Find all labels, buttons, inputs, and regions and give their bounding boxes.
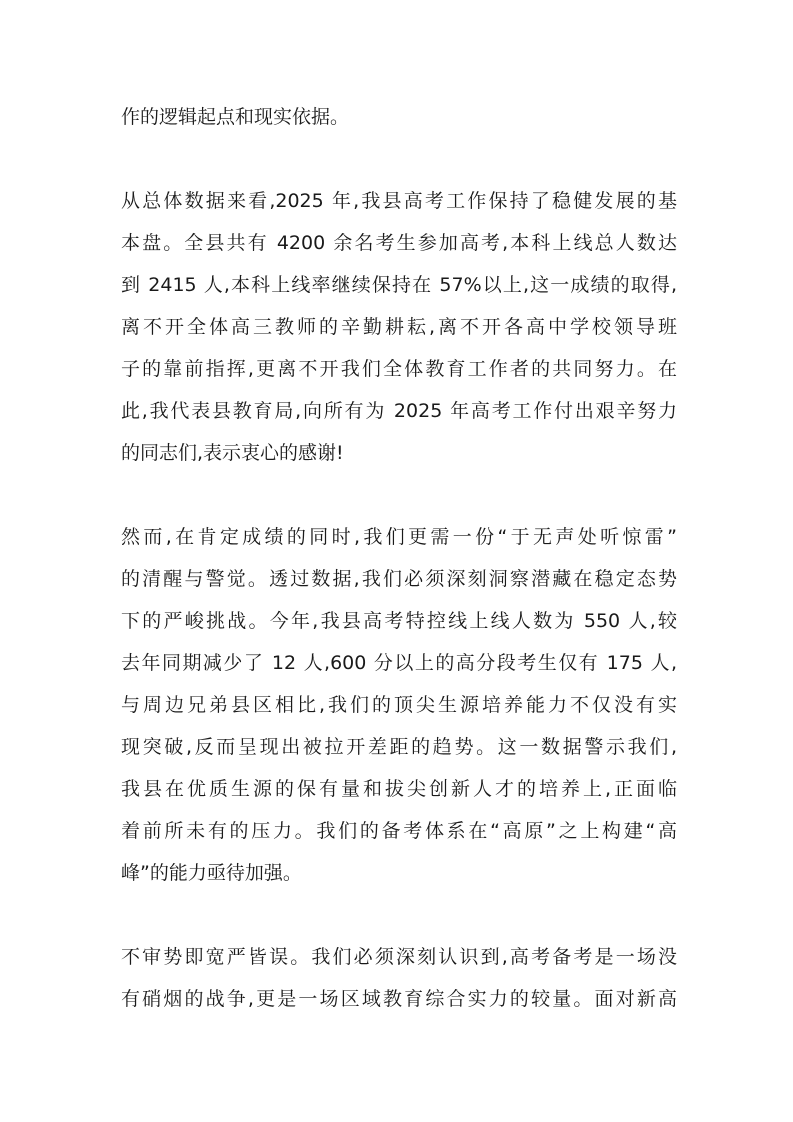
text-line: 此,我代表县教育局,向所有为 2025 年高考工作付出艰辛努力 xyxy=(121,400,677,422)
text-line: 有硝烟的战争,更是一场区域教育综合实力的较量。面对新高 xyxy=(121,988,677,1010)
text-line: 下的严峻挑战。今年,我县高考特控线上线人数为 550 人,较 xyxy=(121,610,677,632)
text-line: 然而,在肯定成绩的同时,我们更需一份“于无声处听惊雷” xyxy=(121,526,677,548)
text-line: 本盘。全县共有 4200 余名考生参加高考,本科上线总人数达 xyxy=(121,232,677,254)
text-line: 离不开全体高三教师的辛勤耕耘,离不开各高中学校领导班 xyxy=(121,316,677,338)
text-line: 着前所未有的压力。我们的备考体系在“高原”之上构建“高 xyxy=(121,820,677,842)
text-line: 现突破,反而呈现出被拉开差距的趋势。这一数据警示我们, xyxy=(121,736,677,758)
text-line: 我县在优质生源的保有量和拔尖创新人才的培养上,正面临 xyxy=(121,778,677,800)
text-line: 不审势即宽严皆误。我们必须深刻认识到,高考备考是一场没 xyxy=(121,946,677,968)
text-line: 从总体数据来看,2025 年,我县高考工作保持了稳健发展的基 xyxy=(121,190,677,212)
text-line: 与周边兄弟县区相比,我们的顶尖生源培养能力不仅没有实 xyxy=(121,694,677,716)
text-line: 作的逻辑起点和现实依据。 xyxy=(121,106,350,128)
text-line: 的清醒与警觉。透过数据,我们必须深刻洞察潜藏在稳定态势 xyxy=(121,568,677,590)
text-line: 去年同期减少了 12 人,600 分以上的高分段考生仅有 175 人, xyxy=(121,652,677,674)
text-line: 峰”的能力亟待加强。 xyxy=(121,862,302,884)
text-line: 的同志们,表示衷心的感谢! xyxy=(121,442,344,464)
text-line: 到 2415 人,本科上线率继续保持在 57%以上,这一成绩的取得, xyxy=(121,274,677,296)
text-line: 子的靠前指挥,更离不开我们全体教育工作者的共同努力。在 xyxy=(121,358,677,380)
